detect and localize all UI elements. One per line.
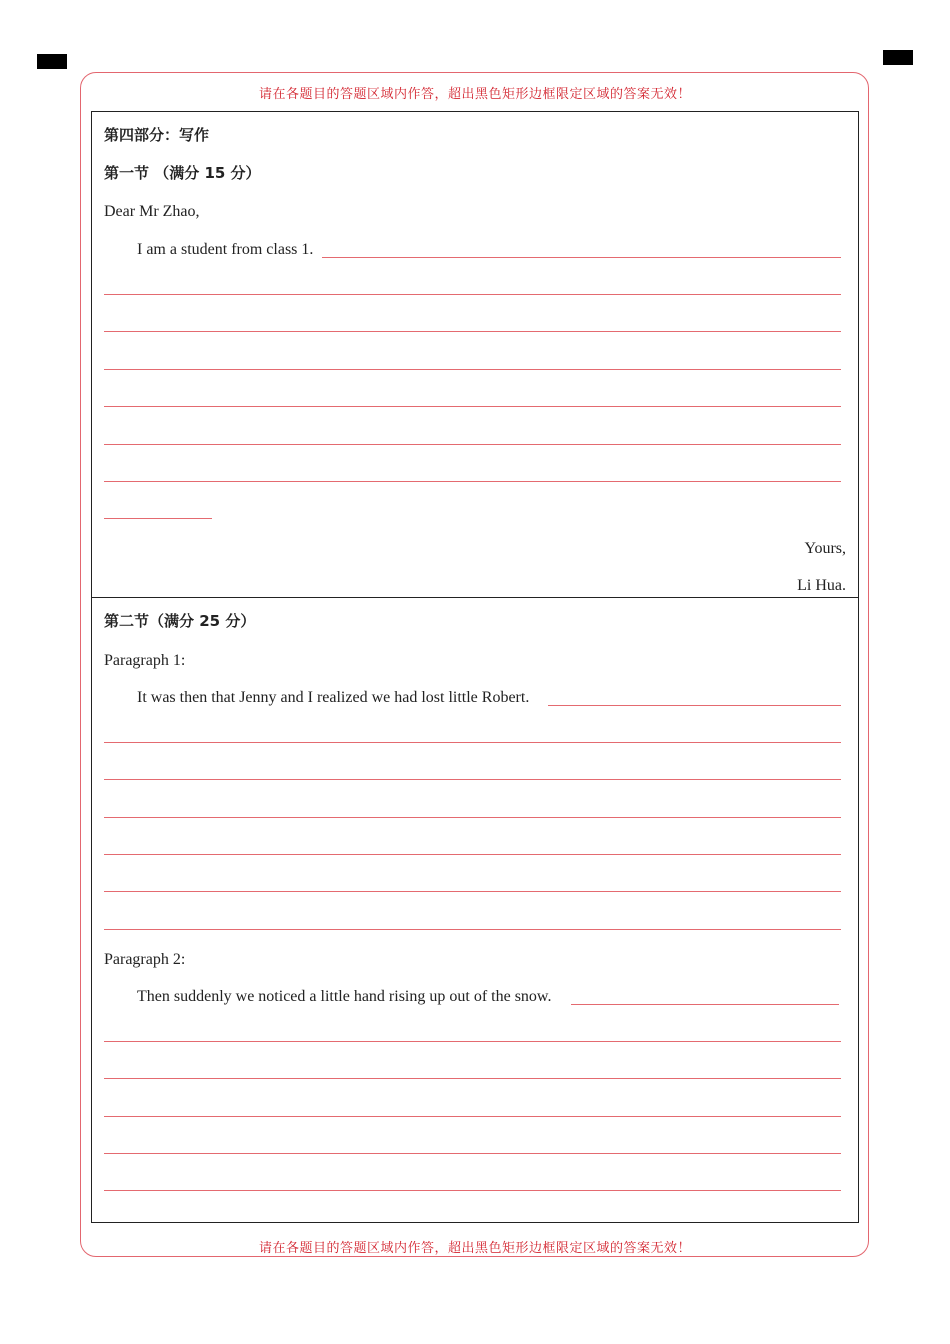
- alignment-marker-left: [37, 54, 67, 69]
- letter-signature: Li Hua.: [797, 577, 846, 594]
- writing-line[interactable]: [104, 481, 841, 482]
- section2-title: 第二节（满分 25 分）: [104, 612, 256, 630]
- writing-line[interactable]: [104, 294, 841, 295]
- writing-line[interactable]: [104, 406, 841, 407]
- writing-line[interactable]: [104, 779, 841, 780]
- paragraph2-label: Paragraph 2:: [104, 951, 186, 968]
- answer-box: [91, 111, 859, 1223]
- writing-line[interactable]: [104, 891, 841, 892]
- writing-line[interactable]: [571, 1004, 839, 1005]
- bottom-notice: 请在各题目的答题区域内作答，超出黑色矩形边框限定区域的答案无效！: [258, 1240, 691, 1255]
- writing-line[interactable]: [104, 1190, 841, 1191]
- paragraph1-label: Paragraph 1:: [104, 652, 186, 669]
- writing-line[interactable]: [548, 705, 841, 706]
- section1-title: 第一节 （满分 15 分）: [104, 164, 261, 182]
- writing-line[interactable]: [322, 257, 841, 258]
- writing-line[interactable]: [104, 369, 841, 370]
- alignment-marker-right: [883, 50, 913, 65]
- writing-line[interactable]: [104, 331, 841, 332]
- writing-line-short[interactable]: [104, 518, 212, 519]
- writing-line[interactable]: [104, 1116, 841, 1117]
- writing-line[interactable]: [104, 1041, 841, 1042]
- section-divider: [91, 597, 859, 598]
- top-notice: 请在各题目的答题区域内作答，超出黑色矩形边框限定区域的答案无效！: [258, 86, 691, 101]
- writing-line[interactable]: [104, 817, 841, 818]
- writing-line[interactable]: [104, 444, 841, 445]
- writing-line[interactable]: [104, 1078, 841, 1079]
- writing-line[interactable]: [104, 854, 841, 855]
- paragraph1-opening: It was then that Jenny and I realized we had lost little Robert.: [137, 689, 530, 706]
- writing-line[interactable]: [104, 742, 841, 743]
- part-title: 第四部分：写作: [104, 126, 210, 144]
- writing-line[interactable]: [104, 1153, 841, 1154]
- paragraph2-opening: Then suddenly we noticed a little hand rising up out of the snow.: [137, 988, 552, 1005]
- letter-closing: Yours,: [804, 540, 846, 557]
- writing-line[interactable]: [104, 929, 841, 930]
- letter-opening: I am a student from class 1.: [137, 241, 314, 258]
- letter-greeting: Dear Mr Zhao,: [104, 203, 200, 220]
